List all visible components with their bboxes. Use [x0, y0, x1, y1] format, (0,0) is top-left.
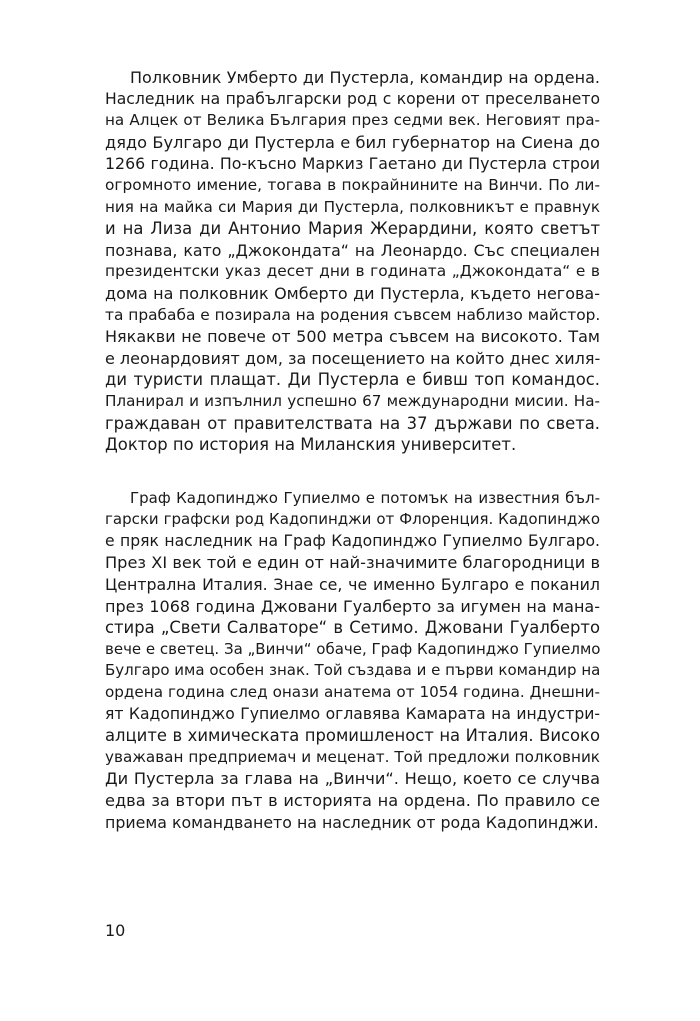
text-line: огромното имение, тогава в покрайнините на Винчи. По ли-	[105, 175, 600, 194]
text-line: Граф Кадопинджо Гупиелмо е потомък на известния бъл-	[130, 488, 600, 507]
text-line: президентски указ десет дни в годината „Джокондата“ е в	[105, 262, 600, 281]
text-line: едва за втори път в историята на ордена. По правило се	[105, 791, 600, 810]
text-line: граждаван от правителствата на 37 държави по света.	[105, 413, 600, 433]
text-line: Някакви не повече от 500 метра съвсем на високото. Там	[105, 327, 600, 347]
text-line: Доктор по история на Миланския университет.	[105, 435, 517, 455]
text-line: е пряк наследник на Граф Кадопинджо Гупиелмо Булгаро.	[105, 531, 600, 550]
text-line: Полковник Умберто ди Пустерла, командир на ордена.	[130, 68, 600, 87]
text-line: ят Кадопинджо Гупиелмо оглавява Камарата на индустри-	[105, 704, 600, 723]
text-line: дядо Булгаро ди Пустерла е бил губернатор на Сиена до	[105, 132, 600, 152]
text-line: ния на майка си Мария ди Пустерла, полковникът е правнук	[105, 197, 600, 216]
text-line: ордена година след онази анатема от 1054 година. Днешни-	[105, 683, 600, 702]
paragraph-count-kadopindjo	[105, 488, 600, 834]
text-line: на Алцек от Велика България през седми век. Неговият пра-	[105, 111, 600, 130]
text-line: стира „Свети Салваторе“ в Сетимо. Джовани Гуалберто	[105, 618, 600, 638]
text-line: Планирал и изпълнил успешно 67 международни мисии. На-	[105, 391, 600, 410]
text-line: През XI век той е един от най-значимите благородници в	[105, 553, 600, 573]
text-line: Булгаро има особен знак. Той създава и е първи командир на	[105, 661, 601, 680]
text-line: през 1068 година Джовани Гуалберто за игумен на мана-	[105, 596, 600, 616]
text-line: вече е светец. За „Винчи“ обаче, Граф Кадопинджо Гупиелмо	[105, 639, 601, 658]
text-line: 1266 година. По-късно Маркиз Гаетано ди Пустерла строи	[105, 154, 600, 174]
text-line: Централна Италия. Знае се, че именно Булгаро е поканил	[105, 575, 600, 595]
text-line: приема командването на наследник от рода Кадопинджи.	[105, 812, 599, 832]
page-number: 10	[105, 921, 126, 940]
text-line: та прабаба е позирала на родения съвсем наблизо майстор.	[105, 305, 601, 324]
text-line: алците в химическата промишленост на Италия. Високо	[105, 726, 600, 746]
paragraph-spacer	[105, 456, 600, 488]
text-line: ди туристи плащат. Ди Пустерла е бивш топ командос.	[105, 370, 600, 390]
text-line: гарски графски род Кадопинджи от Флоренция. Кадопинджо	[105, 510, 600, 529]
text-line: познава, като „Джокондата“ на Леонардо. Със специален	[105, 240, 600, 260]
text-line: и на Лиза ди Антонио Мария Жерардини, която светът	[105, 219, 600, 239]
paragraph-umberto-di-pusterla	[105, 67, 600, 456]
page-body	[105, 67, 600, 833]
text-line: уважаван предприемач и меценат. Той предложи полковник	[105, 747, 600, 766]
text-line: Ди Пустерла за глава на „Винчи“. Нещо, което се случва	[105, 769, 600, 789]
text-line: е леонардовият дом, за посещението на който днес хиля-	[105, 348, 601, 368]
text-line: дома на полковник Омберто ди Пустерла, където негова-	[105, 283, 600, 303]
text-line: Наследник на прабългарски род с корени от преселването	[105, 89, 600, 108]
